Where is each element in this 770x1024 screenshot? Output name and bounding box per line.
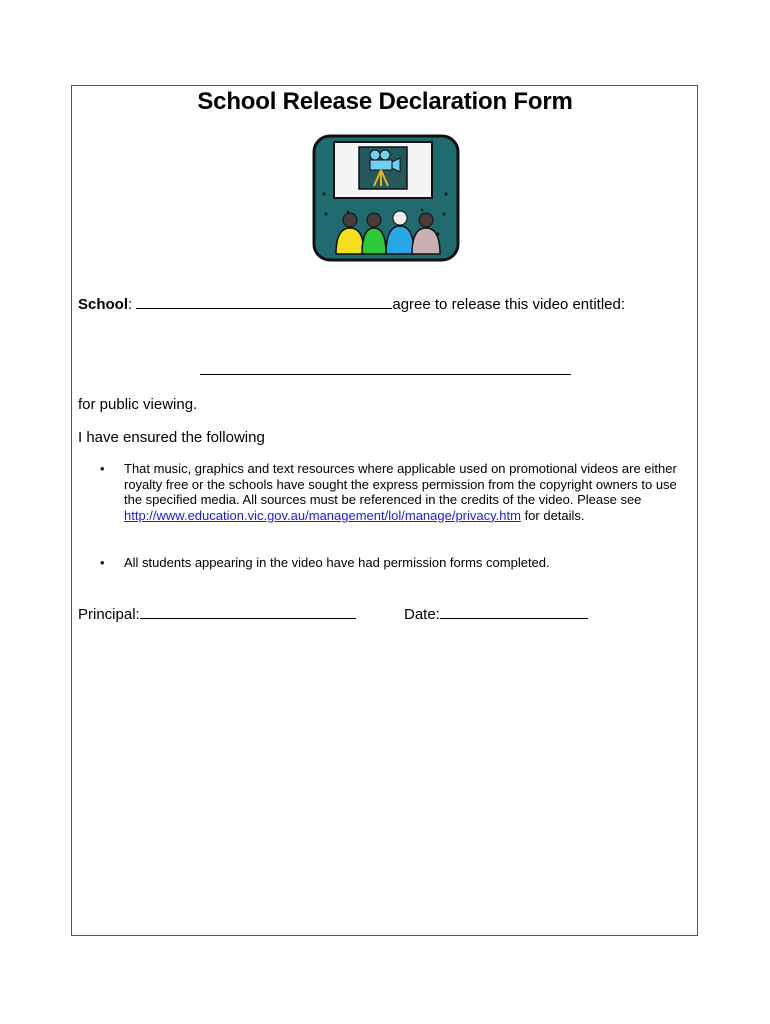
school-colon: :	[128, 296, 133, 313]
bullet-marker-2: •	[100, 555, 105, 570]
school-name-field[interactable]	[136, 294, 392, 309]
ensured-heading: I have ensured the following	[78, 429, 265, 446]
bullet-marker-1: •	[100, 461, 105, 476]
school-line	[78, 294, 625, 313]
form-title: School Release Declaration Form	[197, 88, 573, 115]
privacy-link[interactable]: http://www.education.vic.gov.au/management/lol/manage/privacy.htm	[124, 507, 521, 523]
date-field[interactable]	[440, 604, 588, 619]
agree-text: agree to release this video entitled:	[392, 296, 626, 313]
date-label: Date:	[404, 606, 440, 623]
principal-signature-field[interactable]	[140, 604, 356, 619]
principal-label: Principal:	[78, 606, 140, 623]
principal-line	[78, 604, 356, 623]
bullet-item-2: All students appearing in the video have had permission forms completed.	[124, 555, 550, 570]
date-line	[404, 604, 588, 623]
bullet-item-1	[124, 461, 694, 523]
video-title-field[interactable]	[200, 374, 571, 375]
public-viewing-text: for public viewing.	[78, 396, 198, 413]
bullet-item-1-text: That music, graphics and text resources where applicable used on promotional videos are either royalty free or the schools have sought the express permission from the copyright owners to use the specified media. All sources must be referenced in the credits of the video. Please see	[124, 461, 677, 508]
bullet-item-1-suffix: for details.	[520, 507, 585, 523]
school-label: School	[78, 296, 129, 313]
movie-theater-clipart	[312, 134, 460, 262]
